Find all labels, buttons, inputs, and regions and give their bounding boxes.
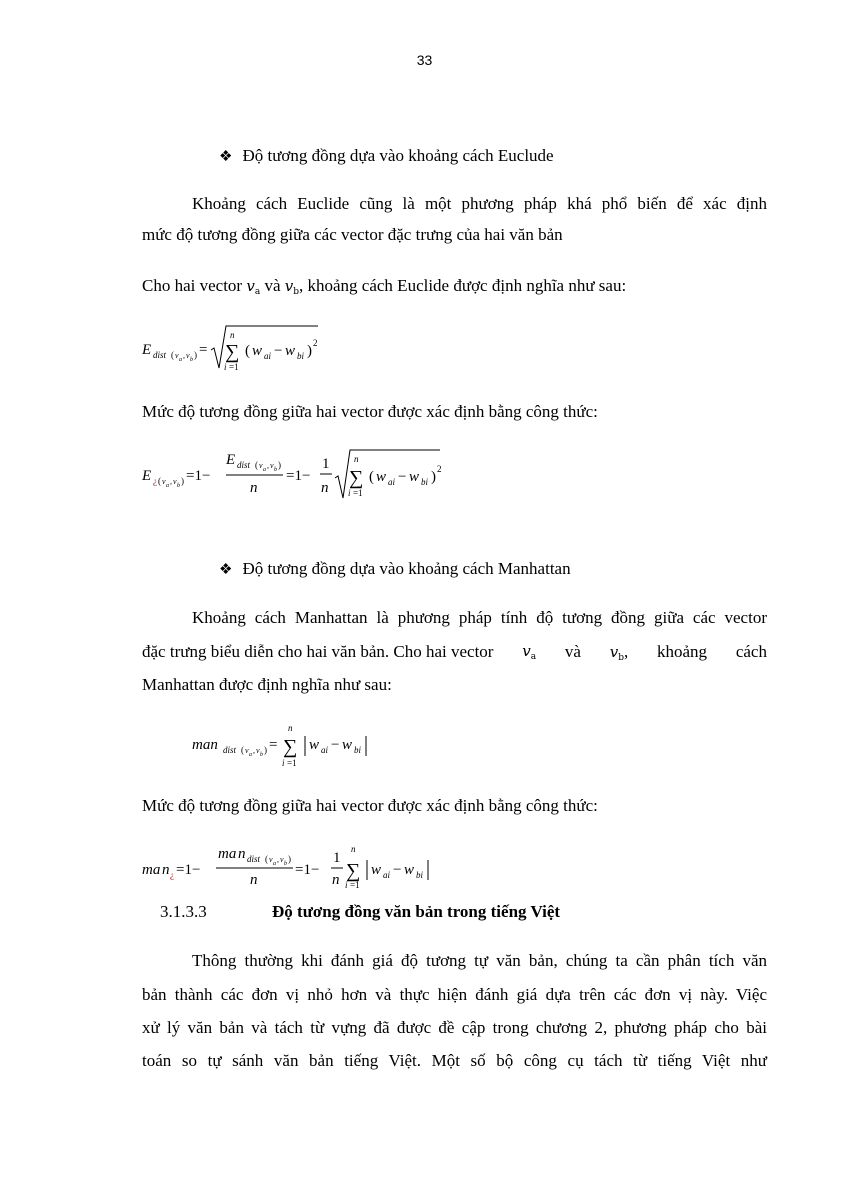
- svg-text:n: n: [321, 480, 329, 496]
- svg-text:w: w: [252, 343, 263, 359]
- svg-text:bi: bi: [416, 870, 424, 880]
- svg-text:i: i: [224, 362, 227, 372]
- svg-text:v: v: [280, 855, 284, 864]
- svg-text:v: v: [162, 477, 166, 486]
- euclidean-distance-formula: [140, 318, 340, 374]
- vb-subscript: b: [618, 653, 624, 663]
- svg-text:dist: dist: [153, 350, 167, 360]
- va-subscript: a: [254, 287, 261, 297]
- svg-text:i: i: [345, 880, 348, 890]
- vector-va: [522, 642, 536, 663]
- svg-text:w: w: [404, 862, 415, 878]
- line2-text: đặc trưng biểu diễn cho hai văn bản. Cho hai vector: [142, 642, 494, 661]
- svg-text:): ): [194, 350, 197, 360]
- svg-text:=1: =1: [287, 758, 297, 768]
- svg-text:a: a: [249, 752, 252, 758]
- euclide-similarity-text: Mức độ tương đồng giữa hai vector được xác định bằng công thức:: [142, 402, 598, 421]
- svg-text:,: ,: [183, 351, 185, 360]
- svg-text:n: n: [238, 846, 246, 862]
- euclide-vector-intro: [142, 276, 626, 302]
- svg-text:,: ,: [253, 746, 255, 755]
- diamond-bullet-icon: ❖: [219, 149, 233, 165]
- svg-text:=: =: [269, 737, 278, 753]
- svg-text:¿: ¿: [170, 870, 174, 880]
- page-number: 33: [416, 52, 433, 68]
- definition-text: , khoảng cách Euclide được định nghĩa như sau:: [299, 276, 627, 295]
- svg-text:ai: ai: [388, 477, 396, 487]
- vb-letter: v: [284, 277, 294, 295]
- svg-text:ma: ma: [218, 846, 237, 862]
- svg-text:bi: bi: [354, 745, 362, 755]
- svg-text:2: 2: [437, 464, 442, 474]
- svg-text:v: v: [186, 351, 190, 360]
- vn-paragraph-line2: bản thành các đơn vị nhỏ hơn và thực hiện đánh giá dựa trên các đơn vị này. Việc: [142, 985, 767, 1004]
- va-subscript: a: [530, 652, 537, 662]
- svg-text:∑: ∑: [225, 341, 240, 363]
- svg-text:(: (: [369, 469, 374, 485]
- svg-text:w: w: [376, 469, 387, 485]
- manhattan-paragraph-line3: Manhattan được định nghĩa như sau:: [142, 675, 392, 694]
- svg-text:ai: ai: [264, 351, 272, 361]
- svg-text:b: b: [190, 357, 193, 363]
- euclide-paragraph-line1: Khoảng cách Euclide cũng là một phương pháp khá phổ biến để xác định: [192, 194, 767, 213]
- distance-word: khoảng: [657, 642, 708, 661]
- svg-text:=1: =1: [229, 362, 239, 372]
- vb-subscript: b: [293, 287, 299, 297]
- svg-text:=1: =1: [350, 880, 360, 890]
- svg-text:): ): [264, 745, 267, 755]
- manhattan-heading-text: Độ tương đồng dựa vào khoảng cách Manhattan: [242, 559, 571, 578]
- vb-with-comma: $v_b$,: [609, 642, 629, 663]
- svg-text:,: ,: [277, 855, 279, 864]
- svg-text:n: n: [332, 872, 340, 888]
- svg-text:n: n: [250, 480, 258, 496]
- svg-text:b: b: [284, 861, 287, 867]
- svg-text:): ): [431, 469, 436, 485]
- va-letter: v: [522, 642, 531, 660]
- svg-text:a: a: [179, 357, 182, 363]
- svg-text:): ): [278, 460, 281, 470]
- svg-text:(: (: [265, 854, 268, 864]
- intro-text: Cho hai vector: [142, 276, 243, 295]
- svg-text:(: (: [241, 745, 244, 755]
- svg-text:dist: dist: [223, 745, 237, 755]
- svg-text:∑: ∑: [346, 860, 361, 882]
- svg-text:n: n: [351, 844, 356, 854]
- svg-text:a: a: [263, 467, 266, 473]
- svg-text:v: v: [259, 461, 263, 470]
- va-letter: v: [246, 277, 255, 295]
- svg-text:w: w: [342, 737, 353, 753]
- svg-text:=1−: =1−: [286, 468, 311, 484]
- svg-text:−: −: [393, 862, 402, 878]
- manhattan-similarity-text: Mức độ tương đồng giữa hai vector được xác định bằng công thức:: [142, 796, 598, 815]
- svg-text:w: w: [285, 343, 296, 359]
- diamond-bullet-icon: ❖: [219, 562, 233, 578]
- svg-text:dist: dist: [237, 460, 251, 470]
- svg-text:2: 2: [313, 338, 318, 348]
- svg-text:n: n: [354, 454, 359, 464]
- svg-text:n: n: [230, 330, 235, 340]
- euclidean-similarity-formula: [140, 444, 460, 506]
- svg-text:): ): [288, 854, 291, 864]
- vector-va: [246, 277, 260, 295]
- euclide-heading: [219, 146, 554, 167]
- euclide-heading-text: Độ tương đồng dựa vào khoảng cách Euclude: [242, 146, 554, 165]
- svg-text:=1−: =1−: [295, 862, 320, 878]
- svg-text:=1−: =1−: [176, 862, 201, 878]
- svg-text:E: E: [142, 342, 152, 358]
- svg-text:): ): [307, 343, 312, 359]
- svg-text:ma: ma: [142, 862, 161, 878]
- svg-text:1: 1: [333, 850, 341, 866]
- subsection-number: 3.1.3.3: [160, 902, 207, 921]
- svg-text:¿: ¿: [153, 476, 157, 486]
- manhattan-similarity-formula: [140, 838, 460, 892]
- manhattan-paragraph-line2: [142, 642, 767, 663]
- vector-vb: [285, 277, 299, 295]
- svg-text:): ): [181, 476, 184, 486]
- svg-text:−: −: [398, 469, 407, 485]
- svg-text:v: v: [175, 351, 179, 360]
- svg-text:a: a: [166, 483, 169, 489]
- svg-text:(: (: [158, 476, 161, 486]
- svg-text:,: ,: [170, 477, 172, 486]
- svg-text:b: b: [260, 752, 263, 758]
- svg-text:1: 1: [322, 456, 330, 472]
- svg-text:−: −: [274, 343, 283, 359]
- manhattan-distance-formula: [190, 722, 390, 772]
- svg-text:i: i: [282, 758, 285, 768]
- vn-paragraph-line3: xử lý văn bản và tách từ vựng đã được đề cập trong chương 2, phương pháp cho bài: [142, 1018, 767, 1037]
- euclide-paragraph-line2: mức độ tương đồng giữa các vector đặc trưng của hai văn bản: [142, 225, 563, 244]
- svg-text:n: n: [162, 862, 170, 878]
- svg-text:b: b: [274, 467, 277, 473]
- svg-text:a: a: [273, 861, 276, 867]
- svg-text:b: b: [177, 483, 180, 489]
- svg-text:=: =: [199, 342, 208, 358]
- svg-text:v: v: [270, 461, 274, 470]
- svg-text:(: (: [245, 343, 250, 359]
- svg-text:n: n: [288, 723, 293, 733]
- svg-text:ai: ai: [321, 745, 329, 755]
- svg-text:ai: ai: [383, 870, 391, 880]
- svg-text:v: v: [256, 746, 260, 755]
- svg-text:bi: bi: [297, 351, 305, 361]
- vector-vb: [610, 643, 624, 661]
- manhattan-paragraph-line1: Khoảng cách Manhattan là phương pháp tính độ tương đồng giữa các vector: [192, 608, 767, 627]
- svg-text:,: ,: [267, 461, 269, 470]
- svg-text:v: v: [269, 855, 273, 864]
- svg-text:w: w: [409, 469, 420, 485]
- svg-text:n: n: [250, 872, 258, 888]
- vn-paragraph-line4: toán so tự sánh văn bản tiếng Việt. Một số bộ công cụ tách từ tiếng Việt như: [142, 1051, 767, 1070]
- svg-text:E: E: [142, 468, 152, 484]
- svg-text:man: man: [192, 737, 218, 753]
- and-text: và: [564, 642, 581, 661]
- svg-text:∑: ∑: [283, 736, 298, 758]
- svg-text:w: w: [371, 862, 382, 878]
- svg-text:i: i: [348, 488, 351, 498]
- svg-text:(: (: [171, 350, 174, 360]
- svg-text:=1−: =1−: [186, 468, 211, 484]
- svg-text:bi: bi: [421, 477, 429, 487]
- cach-word: cách: [735, 642, 767, 661]
- svg-text:v: v: [173, 477, 177, 486]
- vb-letter: v: [609, 643, 619, 661]
- svg-text:(: (: [255, 460, 258, 470]
- subsection-title: Độ tương đồng văn bản trong tiếng Việt: [272, 902, 561, 921]
- vn-paragraph-line1: Thông thường khi đánh giá độ tương tự văn bản, chúng ta cần phân tích văn: [192, 951, 767, 970]
- svg-text:−: −: [331, 737, 340, 753]
- svg-text:v: v: [245, 746, 249, 755]
- svg-text:E: E: [226, 452, 236, 468]
- svg-text:w: w: [309, 737, 320, 753]
- svg-text:dist: dist: [247, 854, 261, 864]
- and-text: và: [264, 276, 281, 295]
- manhattan-heading: [219, 559, 571, 580]
- svg-text:=1: =1: [353, 488, 363, 498]
- svg-text:∑: ∑: [349, 467, 364, 489]
